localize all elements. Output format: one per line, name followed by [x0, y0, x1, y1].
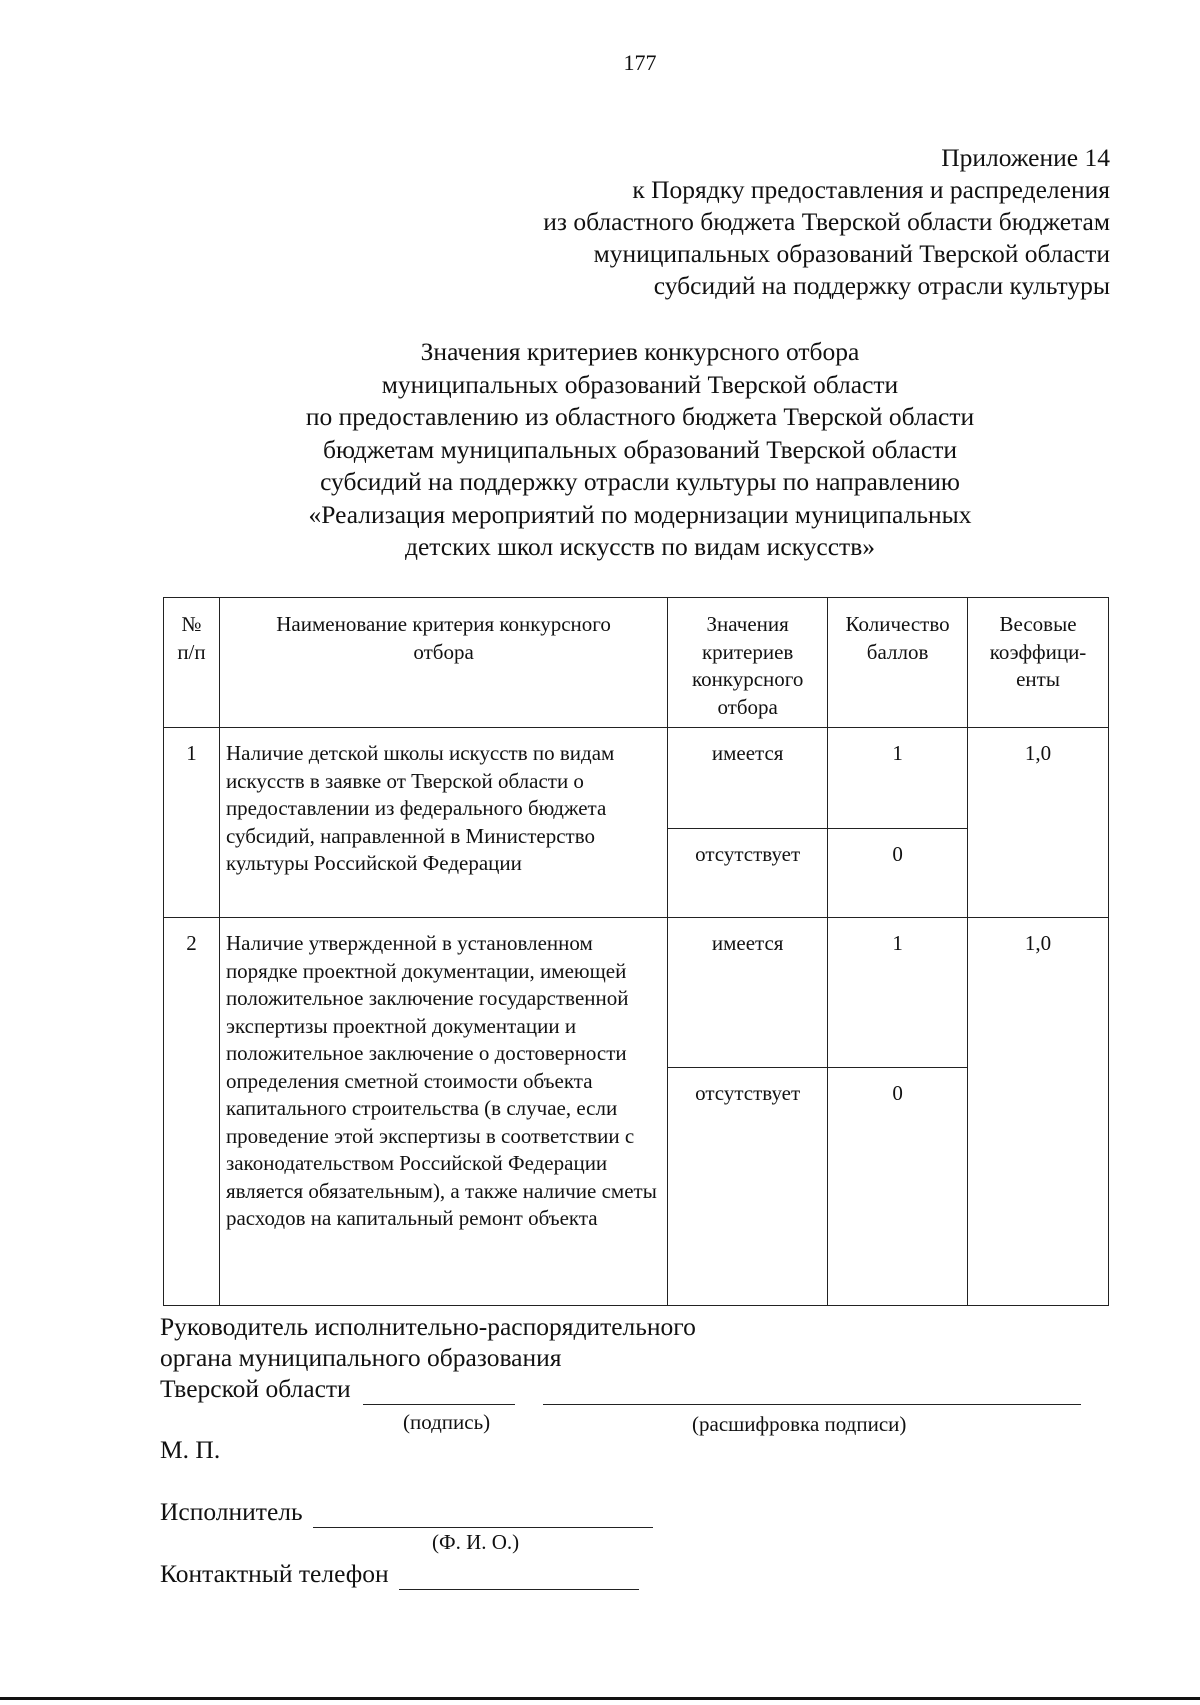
phone-line[interactable]: [399, 1558, 639, 1590]
title-line: по предоставлению из областного бюджета Тверской области: [305, 402, 975, 431]
criterion-score: 1: [828, 918, 968, 1068]
phone-label: Контактный телефон: [160, 1559, 389, 1588]
title-line: муниципальных образований Тверской области: [381, 369, 899, 399]
table-row: [164, 918, 1109, 1068]
appendix-line: Приложение 14: [941, 143, 1110, 172]
criterion-weight: 1,0: [968, 728, 1109, 918]
appendix-line: субсидий на поддержку отрасли культуры: [653, 271, 1110, 300]
executor-row: [160, 1496, 1120, 1528]
criterion-name: Наличие детской школы искусств по видам искусств в заявке от Тверской области о предоставлении из федерального бюджета субсидий, направленной в Министерство культуры Российской Федерации: [219, 728, 667, 918]
criterion-name: Наличие утвержденной в установленном порядке проектной документации, имеющей положительное заключение государственной экспертизы проектной документации и положительное заключение о достоверности определения сметной стоимости объекта капитального строительства (в случае, если проведение этой экспертизы в соответствии с законодательством Российской Федерации является обязательным), а также наличие сметы расходов на капитальный ремонт объекта: [219, 918, 667, 1306]
executor-line[interactable]: [313, 1496, 653, 1528]
criterion-value: отсутствует: [668, 829, 828, 918]
fio-caption: (Ф. И. О.): [432, 1530, 520, 1554]
decoding-caption: (расшифровка подписи): [692, 1412, 907, 1436]
signature-caption: (подпись): [403, 1410, 491, 1434]
criteria-table: [163, 597, 1109, 1306]
signature-line[interactable]: [363, 1373, 515, 1405]
header-num-text: № п/п: [177, 612, 206, 664]
title-line: «Реализация мероприятий по модернизации муниципальных: [308, 499, 972, 529]
table-row: [164, 728, 1109, 829]
title-line: бюджетам муниципальных образований Тверской области: [322, 434, 957, 464]
header-value-text: Значения критериев конкурсного отбора: [691, 612, 804, 719]
signature-block: [160, 1311, 1120, 1405]
row-number: 2: [164, 918, 220, 1306]
header-num: [164, 598, 220, 728]
title-line: Значения критериев конкурсного отбора: [420, 337, 860, 366]
decoding-line[interactable]: [543, 1373, 1081, 1405]
table-header-row: [164, 598, 1109, 728]
document-title: [100, 336, 1180, 564]
criterion-weight: 1,0: [968, 918, 1109, 1306]
criterion-value: отсутствует: [668, 1068, 828, 1306]
appendix-line: муниципальных образований Тверской области: [593, 239, 1110, 268]
head-title-line: органа муниципального образования: [160, 1343, 562, 1372]
criterion-value: имеется: [668, 728, 828, 829]
appendix-line: к Порядку предоставления и распределения: [632, 175, 1110, 204]
title-line: субсидий на поддержку отрасли культуры по направлению: [320, 467, 960, 496]
title-line: детских школ искусств по видам искусств»: [405, 532, 875, 561]
head-title-row: [160, 1373, 1120, 1405]
executor-label: Исполнитель: [160, 1497, 303, 1526]
criterion-score: 0: [828, 829, 968, 918]
stamp-label: М. П.: [160, 1435, 221, 1464]
page-number: 177: [623, 50, 657, 75]
header-name: [219, 598, 667, 728]
header-weight: [968, 598, 1109, 728]
phone-row: [160, 1558, 1120, 1590]
bottom-rule: [0, 1697, 1200, 1700]
appendix-heading: [543, 142, 1110, 302]
head-title-line: Руководитель исполнительно-распорядительного: [160, 1312, 696, 1341]
head-title-line: Тверской области: [160, 1374, 351, 1403]
header-weight-text: Весовые коэффици-енты: [989, 612, 1087, 691]
criterion-score: 0: [828, 1068, 968, 1306]
row-number: 1: [164, 728, 220, 918]
criterion-value: имеется: [668, 918, 828, 1068]
header-score-text: Количество баллов: [845, 612, 950, 664]
header-value: [668, 598, 828, 728]
header-name-text: Наименование критерия конкурсного отбора: [276, 612, 611, 664]
header-score: [828, 598, 968, 728]
criterion-score: 1: [828, 728, 968, 829]
appendix-line: из областного бюджета Тверской области бюджетам: [543, 207, 1110, 236]
